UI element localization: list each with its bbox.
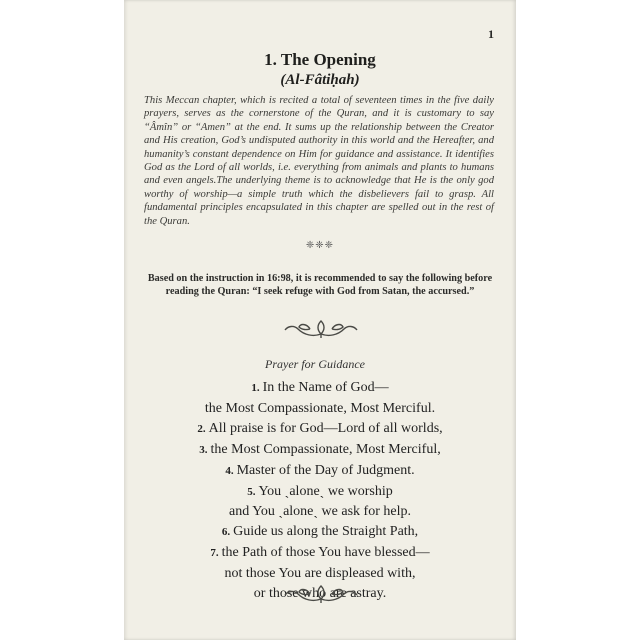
verse-text: Guide us along the Straight Path,: [233, 524, 419, 540]
verse-line: [124, 502, 516, 522]
verse-number: 7.: [210, 547, 219, 560]
verse-text: Master of the Day of Judgment.: [236, 462, 415, 478]
ornament-bottom-icon: [280, 582, 362, 604]
prayer-heading: Prayer for Guidance: [265, 357, 365, 371]
verse-text: the Most Compassionate, Most Merciful,: [210, 441, 441, 457]
recitation-instruction: Based on the instruction in 16:98, it is recommended to say the following before reading the Quran: “I seek refuge with God from Satan, the accursed.”: [147, 273, 493, 297]
ornament-top-icon: [280, 317, 362, 339]
verse-line: [124, 419, 516, 440]
page-number: 1: [488, 27, 494, 41]
verse-line: [124, 378, 516, 399]
verse-text: the Path of those You have blessed—: [221, 545, 430, 561]
verse-number: 2.: [197, 422, 206, 435]
verse-list: [124, 378, 516, 604]
verse-number: 1.: [251, 382, 260, 394]
verse-number: 6.: [221, 526, 231, 539]
verse-text: In the Name of God—: [262, 380, 389, 395]
chapter-title-block: [124, 50, 516, 90]
verse-line: [124, 522, 516, 543]
verse-text: the Most Compassionate, Most Merciful.: [204, 400, 436, 416]
chapter-subtitle: (Al-Fâtiḥah): [280, 72, 360, 88]
verse-text: All praise is for God—Lord of all worlds,: [208, 420, 443, 436]
chapter-introduction: This Meccan chapter, which is recited a total of seventeen times in the five daily prayers, serves as the cornerstone of the Quran, and it is customary to say “Âmîn” or “Amen” at the end. It sums up the relationship between the Creator and His creation, God’s undisputed authority in this world and the Hereafter, and humanity’s constant dependence on Him for guidance and assistance. It identifies God as the Lord of all worlds, i.e. everything from animals and plants to humans and even angels.The underlying theme is to acknowledge that He is the only god worthy of worship—a simple truth which the disbelievers fail to grasp. All fundamental principles encapsulated in this chapter are spelled out in the rest of the Quran.: [144, 95, 494, 227]
section-separator: ❈❈❈: [305, 240, 335, 251]
verse-number: 3.: [199, 443, 208, 456]
verse-text: and You ˎaloneˎ we ask for help.: [229, 504, 411, 520]
verse-text: You ˎaloneˎ we worship: [258, 483, 393, 499]
verse-line: [124, 440, 516, 461]
book-page: [124, 0, 516, 640]
verse-line: [124, 482, 516, 503]
verse-line: [124, 461, 516, 482]
verse-number: 4.: [225, 464, 234, 477]
verse-text: or those who are astray.: [253, 586, 387, 602]
verse-line: [124, 543, 516, 564]
chapter-title: 1. The Opening: [264, 50, 376, 69]
verse-text: not those You are displeased with,: [224, 566, 416, 582]
verse-number: 5.: [247, 485, 256, 498]
verse-line: [124, 399, 516, 419]
